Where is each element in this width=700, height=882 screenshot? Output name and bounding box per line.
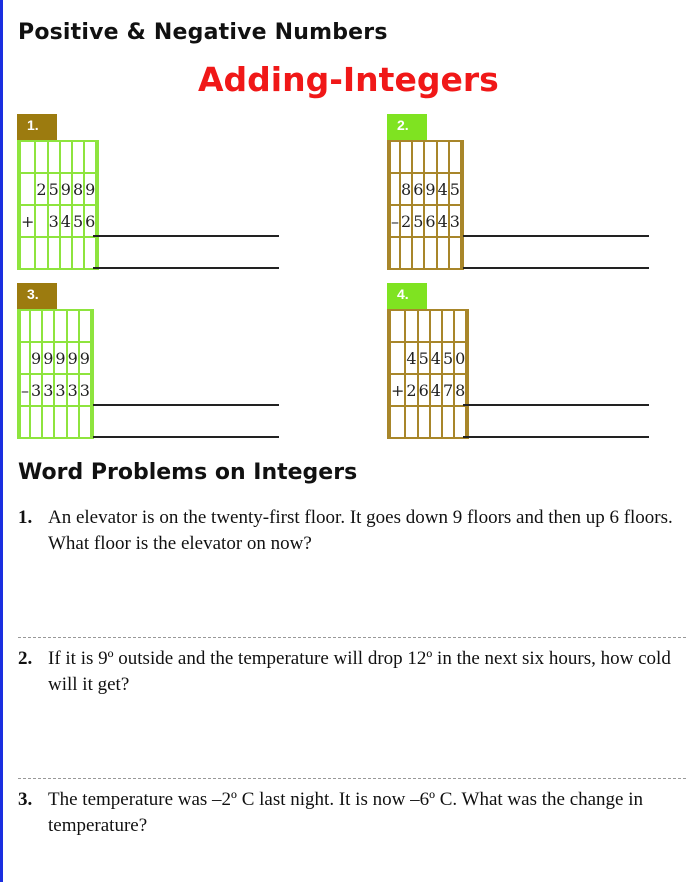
- grid-cell: [35, 141, 47, 173]
- operator-sign: +: [20, 205, 35, 237]
- grid-cell: [430, 310, 442, 342]
- sum-underline: [93, 404, 279, 406]
- answer-grid: [387, 309, 469, 439]
- answer-cell[interactable]: [67, 406, 79, 438]
- grid-cell: [96, 173, 98, 205]
- grid-cell: [449, 141, 461, 173]
- grid-cell: [20, 406, 30, 438]
- grid-cell: 7: [442, 374, 454, 406]
- grid-cell: 9: [67, 342, 79, 374]
- sum-underline: [93, 267, 279, 269]
- sum-underline: [463, 267, 649, 269]
- grid-cell: 4: [430, 342, 442, 374]
- grid-cell: 2: [400, 205, 412, 237]
- problem-number-badge: 3.: [17, 283, 57, 309]
- grid-cell: 5: [412, 205, 424, 237]
- problem-number-badge: 2.: [387, 114, 427, 140]
- left-border: [0, 0, 3, 882]
- question-text: An elevator is on the twenty-first floor. It goes down 9 floors and then up 6 floors. What floor is the elevator on now?: [48, 507, 673, 554]
- grid-cell: [461, 141, 463, 173]
- grid-cell: 4: [430, 374, 442, 406]
- grid-cell: [390, 237, 400, 269]
- sum-underline: [93, 235, 279, 237]
- answer-cell[interactable]: [35, 237, 47, 269]
- grid-cell: [461, 173, 463, 205]
- answer-cell[interactable]: [437, 237, 449, 269]
- word-problem-3: [18, 787, 678, 839]
- grid-cell: [20, 342, 30, 374]
- worksheet-subtitle: Positive & Negative Numbers: [18, 20, 388, 45]
- grid-cell: [412, 141, 424, 173]
- grid-cell: 9: [54, 342, 66, 374]
- grid-cell: [390, 342, 405, 374]
- sum-underline: [463, 235, 649, 237]
- answer-cell[interactable]: [418, 406, 430, 438]
- answer-cell[interactable]: [449, 237, 461, 269]
- question-text: If it is 9º outside and the temperature will drop 12º in the next six hours, how cold will it get?: [48, 648, 671, 695]
- answer-cell[interactable]: [48, 237, 60, 269]
- grid-cell: [91, 342, 93, 374]
- grid-cell: [20, 141, 35, 173]
- answer-divider: [18, 778, 686, 779]
- answer-cell[interactable]: [400, 237, 412, 269]
- grid-cell: [466, 310, 468, 342]
- answer-cell[interactable]: [30, 406, 42, 438]
- sum-underline: [463, 436, 649, 438]
- answer-cell[interactable]: [442, 406, 454, 438]
- grid-cell: [30, 310, 42, 342]
- grid-cell: 6: [84, 205, 96, 237]
- grid-cell: 5: [418, 342, 430, 374]
- answer-grid: [17, 309, 94, 439]
- grid-cell: [54, 310, 66, 342]
- grid-cell: 4: [60, 205, 72, 237]
- word-problems-title: Word Problems on Integers: [18, 460, 358, 485]
- grid-cell: 6: [412, 173, 424, 205]
- question-number: 3.: [18, 789, 33, 810]
- grid-cell: [20, 237, 35, 269]
- grid-cell: 9: [84, 173, 96, 205]
- grid-cell: 3: [449, 205, 461, 237]
- word-problem-1: [18, 505, 678, 557]
- grid-cell: 6: [418, 374, 430, 406]
- grid-cell: [79, 310, 91, 342]
- answer-cell[interactable]: [454, 406, 466, 438]
- operator-sign: +: [390, 374, 405, 406]
- grid-cell: 3: [48, 205, 60, 237]
- grid-cell: [418, 310, 430, 342]
- grid-cell: [390, 173, 400, 205]
- grid-cell: 8: [454, 374, 466, 406]
- grid-cell: 0: [454, 342, 466, 374]
- sum-underline: [463, 404, 649, 406]
- sum-underline: [93, 436, 279, 438]
- problem-number-badge: 1.: [17, 114, 57, 140]
- question-number: 2.: [18, 648, 33, 669]
- grid-cell: 9: [79, 342, 91, 374]
- grid-cell: 5: [442, 342, 454, 374]
- grid-cell: [20, 310, 30, 342]
- grid-cell: 5: [48, 173, 60, 205]
- grid-cell: 6: [424, 205, 436, 237]
- grid-cell: [35, 205, 47, 237]
- grid-cell: 2: [35, 173, 47, 205]
- worksheet-title: Adding-Integers: [198, 60, 499, 99]
- answer-cell[interactable]: [430, 406, 442, 438]
- grid-cell: [67, 310, 79, 342]
- grid-cell: [437, 141, 449, 173]
- grid-cell: [96, 141, 98, 173]
- grid-cell: [466, 342, 468, 374]
- answer-cell[interactable]: [405, 406, 417, 438]
- grid-cell: [91, 406, 93, 438]
- answer-cell[interactable]: [412, 237, 424, 269]
- answer-cell[interactable]: [60, 237, 72, 269]
- answer-grid: [17, 140, 99, 270]
- answer-grid: [387, 140, 464, 270]
- grid-cell: 9: [424, 173, 436, 205]
- word-problem-2: [18, 646, 678, 698]
- grid-cell: [91, 374, 93, 406]
- grid-cell: 3: [30, 374, 42, 406]
- grid-cell: [96, 205, 98, 237]
- problem-number-badge: 4.: [387, 283, 427, 309]
- question-number: 1.: [18, 507, 33, 528]
- grid-cell: [454, 310, 466, 342]
- grid-cell: 9: [30, 342, 42, 374]
- grid-cell: [390, 310, 405, 342]
- grid-cell: [96, 237, 98, 269]
- grid-cell: 3: [54, 374, 66, 406]
- grid-cell: [48, 141, 60, 173]
- grid-cell: [466, 374, 468, 406]
- question-text: The temperature was –2º C last night. It is now –6º C. What was the change in temperature?: [48, 789, 644, 836]
- grid-cell: 4: [437, 205, 449, 237]
- answer-cell[interactable]: [79, 406, 91, 438]
- grid-cell: [42, 310, 54, 342]
- grid-cell: [424, 141, 436, 173]
- answer-cell[interactable]: [54, 406, 66, 438]
- answer-divider: [18, 637, 686, 638]
- answer-cell[interactable]: [72, 237, 84, 269]
- grid-cell: 9: [60, 173, 72, 205]
- grid-cell: 9: [42, 342, 54, 374]
- grid-cell: 2: [405, 374, 417, 406]
- grid-cell: [390, 141, 400, 173]
- grid-cell: [461, 237, 463, 269]
- answer-cell[interactable]: [84, 237, 96, 269]
- grid-cell: 3: [67, 374, 79, 406]
- grid-cell: [405, 310, 417, 342]
- grid-cell: 8: [72, 173, 84, 205]
- grid-cell: 3: [42, 374, 54, 406]
- grid-cell: 4: [437, 173, 449, 205]
- grid-cell: [84, 141, 96, 173]
- grid-cell: [91, 310, 93, 342]
- answer-cell[interactable]: [42, 406, 54, 438]
- grid-cell: 3: [79, 374, 91, 406]
- grid-cell: [466, 406, 468, 438]
- grid-cell: [60, 141, 72, 173]
- grid-cell: [400, 141, 412, 173]
- grid-cell: 5: [72, 205, 84, 237]
- grid-cell: [72, 141, 84, 173]
- grid-cell: 5: [449, 173, 461, 205]
- operator-sign: –: [390, 205, 400, 237]
- grid-cell: [390, 406, 405, 438]
- grid-cell: [20, 173, 35, 205]
- grid-cell: 4: [405, 342, 417, 374]
- answer-cell[interactable]: [424, 237, 436, 269]
- operator-sign: –: [20, 374, 30, 406]
- grid-cell: [461, 205, 463, 237]
- grid-cell: 8: [400, 173, 412, 205]
- grid-cell: [442, 310, 454, 342]
